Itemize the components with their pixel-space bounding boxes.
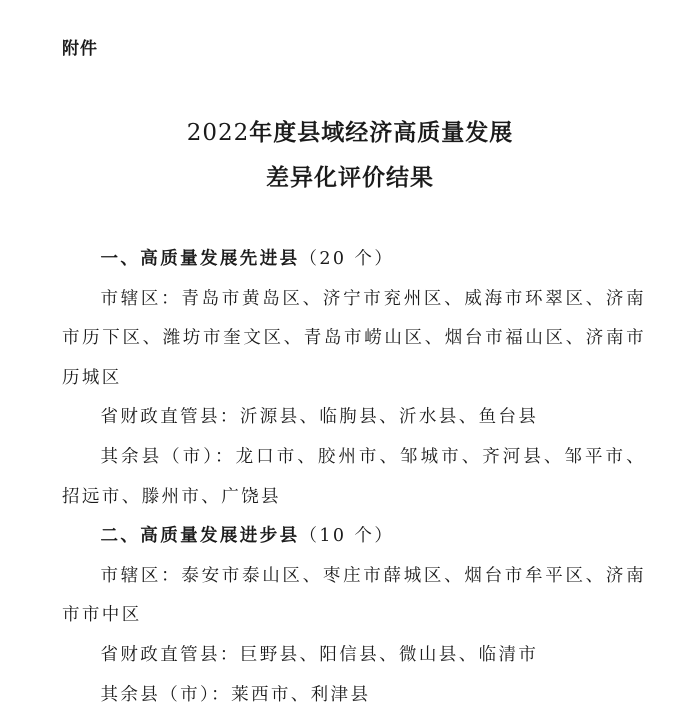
section-heading-advanced	[62, 240, 646, 280]
group-items: 莱西市、利津县	[231, 684, 371, 705]
paragraph-progress-direct-counties	[62, 636, 646, 676]
title-year: 2022	[186, 120, 250, 146]
document-body	[62, 240, 646, 715]
paragraph-advanced-direct-counties	[62, 398, 646, 438]
group-label: 省财政直管县：	[100, 407, 240, 428]
group-label: 其余县（市）：	[100, 684, 232, 705]
section-heading-text: 二、高质量发展进步县	[100, 526, 300, 547]
section-count: （20 个）	[299, 249, 395, 269]
document-title-line-1	[0, 114, 700, 147]
group-items: 沂源县、临朐县、沂水县、鱼台县	[239, 407, 539, 428]
section-heading-progress	[62, 517, 646, 557]
section-heading-text: 一、高质量发展先进县	[100, 249, 300, 269]
group-items: 龙口市、胶州市、邹城市、齐河县、邹平市、招远市、滕州市、广饶县	[62, 446, 647, 507]
group-label: 省财政直管县：	[100, 644, 240, 665]
group-label: 其余县（市）：	[100, 446, 236, 467]
paragraph-advanced-other-counties	[62, 438, 646, 517]
paragraph-advanced-districts	[62, 280, 646, 399]
group-items: 巨野县、阳信县、微山县、临清市	[239, 644, 539, 665]
group-items: 青岛市黄岛区、济宁市兖州区、威海市环翠区、济南市历下区、潍坊市奎文区、青岛市崂山区、烟台市福山区、济南市历城区	[62, 288, 646, 388]
group-items: 泰安市泰山区、枣庄市薛城区、烟台市牟平区、济南市市中区	[62, 565, 646, 626]
group-label: 市辖区：	[100, 288, 182, 309]
document-title-line-2: 差异化评价结果	[266, 165, 434, 191]
attachment-label: 附件	[62, 39, 98, 59]
group-label: 市辖区：	[100, 565, 182, 586]
title-line-1-text: 年度县域经济高质量发展	[249, 120, 514, 146]
paragraph-progress-other-counties	[62, 676, 646, 715]
paragraph-progress-districts	[62, 557, 646, 636]
section-count: （10 个）	[299, 526, 395, 547]
